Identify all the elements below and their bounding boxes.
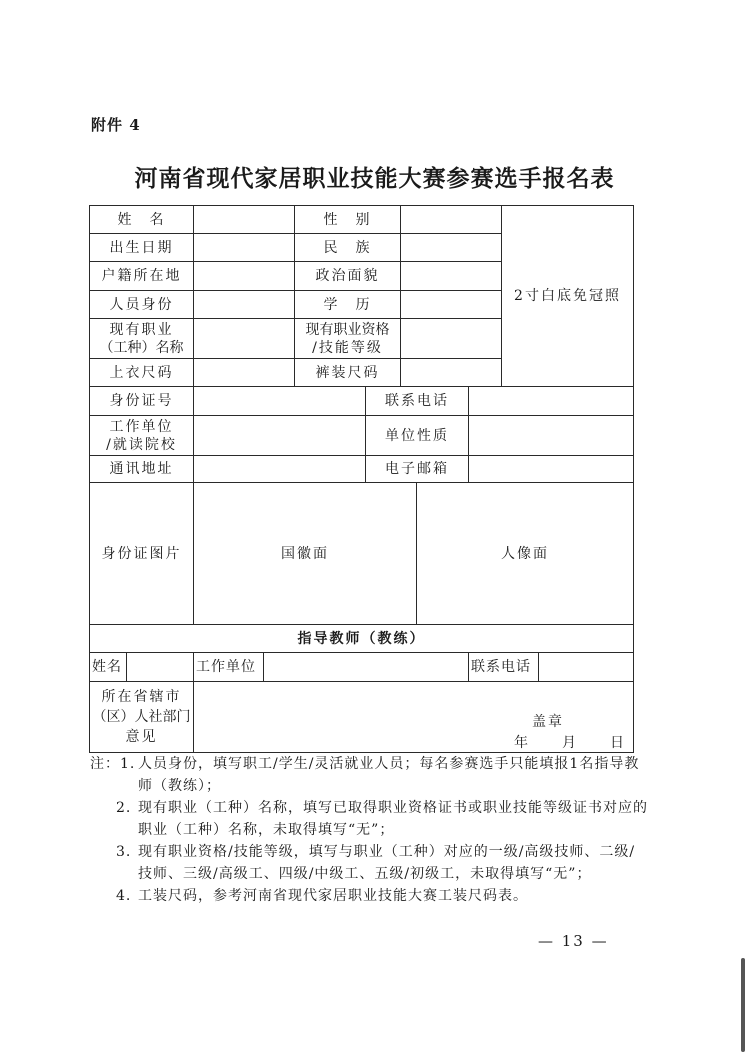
unit-type-field[interactable]: [469, 416, 633, 455]
address-field[interactable]: [194, 456, 365, 482]
pants-size-field[interactable]: [401, 359, 501, 386]
note-item: [90, 841, 650, 885]
note-text: 人员身份，填写职工/学生/灵活就业人员；每名参赛选手只能填报1名指导教师（教练）；: [138, 756, 640, 794]
attachment-label: 附件 4: [91, 116, 141, 134]
dept-opinion-label-line3: 意见: [125, 729, 158, 745]
id-emblem-side-upload[interactable]: 国徽面: [281, 545, 329, 562]
birth-date-label: 出生日期: [109, 239, 174, 256]
dept-opinion-label: [90, 682, 193, 752]
occupation-field[interactable]: [194, 319, 294, 358]
dept-opinion-label-line2: （区）人社部门: [92, 709, 191, 725]
gender-field[interactable]: [401, 206, 501, 233]
name-label: 姓 名: [117, 211, 166, 228]
shirt-size-field[interactable]: [194, 359, 294, 386]
id-number-label: 身份证号: [109, 393, 174, 409]
workplace-label-line2: /就读院校: [106, 436, 177, 453]
phone-label: 联系电话: [385, 393, 449, 409]
unit-type-label: 单位性质: [385, 427, 449, 444]
gender-label: 性 别: [323, 211, 372, 228]
occupation-label-line2: （工种）名称: [99, 339, 184, 356]
qualification-label-line2: /技能等级: [312, 339, 383, 356]
qualification-field[interactable]: [401, 319, 501, 358]
scrollbar[interactable]: [741, 958, 745, 1052]
id-number-field[interactable]: [194, 387, 365, 415]
workplace-label: [90, 416, 193, 455]
birth-date-field[interactable]: [194, 234, 294, 261]
date-label: 年 月 日: [514, 735, 626, 751]
note-item: [90, 753, 650, 797]
note-number: 注：1.: [90, 756, 136, 772]
address-label: 通讯地址: [109, 461, 174, 477]
photo-placeholder[interactable]: 2寸白底免冠照: [514, 288, 621, 304]
page-title: 河南省现代家居职业技能大赛参赛选手报名表: [134, 165, 615, 192]
seal-label: 盖章: [532, 714, 564, 730]
note-text: 工装尺码，参考河南省现代家居职业技能大赛工装尺码表。: [138, 888, 528, 904]
note-text: 现有职业（工种）名称，填写已取得职业资格证书或职业技能等级证书对应的职业（工种）名称，未取得填写“无”；: [138, 800, 648, 838]
page-number: — 13 —: [538, 932, 609, 950]
note-number: 2.: [116, 800, 132, 816]
id-photo-label: 身份证图片: [101, 545, 182, 562]
education-field[interactable]: [401, 291, 501, 318]
coach-section-header: 指导教师（教练）: [297, 630, 426, 647]
occupation-label: [90, 319, 193, 358]
occupation-label-line1: 现有职业: [109, 321, 174, 338]
workplace-field[interactable]: [194, 416, 365, 455]
coach-workplace-label: 工作单位: [196, 659, 256, 675]
id-portrait-side-upload[interactable]: 人像面: [501, 545, 549, 562]
note-number: 3.: [116, 844, 132, 860]
political-field[interactable]: [401, 262, 501, 290]
email-field[interactable]: [469, 456, 633, 482]
name-field[interactable]: [194, 206, 294, 233]
ethnicity-label: 民 族: [323, 239, 372, 256]
note-item: [90, 797, 650, 841]
note-item: [90, 885, 650, 907]
coach-name-field[interactable]: [127, 653, 193, 681]
qualification-label-line1: 现有职业资格: [305, 321, 390, 338]
workplace-label-line1: 工作单位: [109, 418, 174, 435]
coach-phone-field[interactable]: [539, 653, 633, 681]
dept-opinion-label-line1: 所在省辖市: [101, 689, 182, 705]
identity-field[interactable]: [194, 291, 294, 318]
note-number: 4.: [116, 888, 132, 904]
note-text: 现有职业资格/技能等级，填写与职业（工种）对应的一级/高级技师、二级/技师、三级/高级工、四级/中级工、五级/初级工，未取得填写“无”；: [138, 844, 636, 882]
phone-field[interactable]: [469, 387, 633, 415]
notes: [90, 753, 650, 907]
education-label: 学 历: [323, 296, 372, 313]
coach-workplace-field[interactable]: [264, 653, 468, 681]
qualification-label: [295, 319, 400, 358]
identity-label: 人员身份: [109, 296, 174, 313]
pants-size-label: 裤装尺码: [315, 364, 380, 381]
shirt-size-label: 上衣尺码: [109, 364, 174, 381]
coach-name-label: 姓名: [92, 659, 122, 675]
hukou-label: 户籍所在地: [101, 268, 182, 284]
coach-phone-label: 联系电话: [471, 659, 531, 675]
hukou-field[interactable]: [194, 262, 294, 290]
email-label: 电子邮箱: [385, 461, 449, 477]
ethnicity-field[interactable]: [401, 234, 501, 261]
political-label: 政治面貌: [315, 268, 380, 284]
